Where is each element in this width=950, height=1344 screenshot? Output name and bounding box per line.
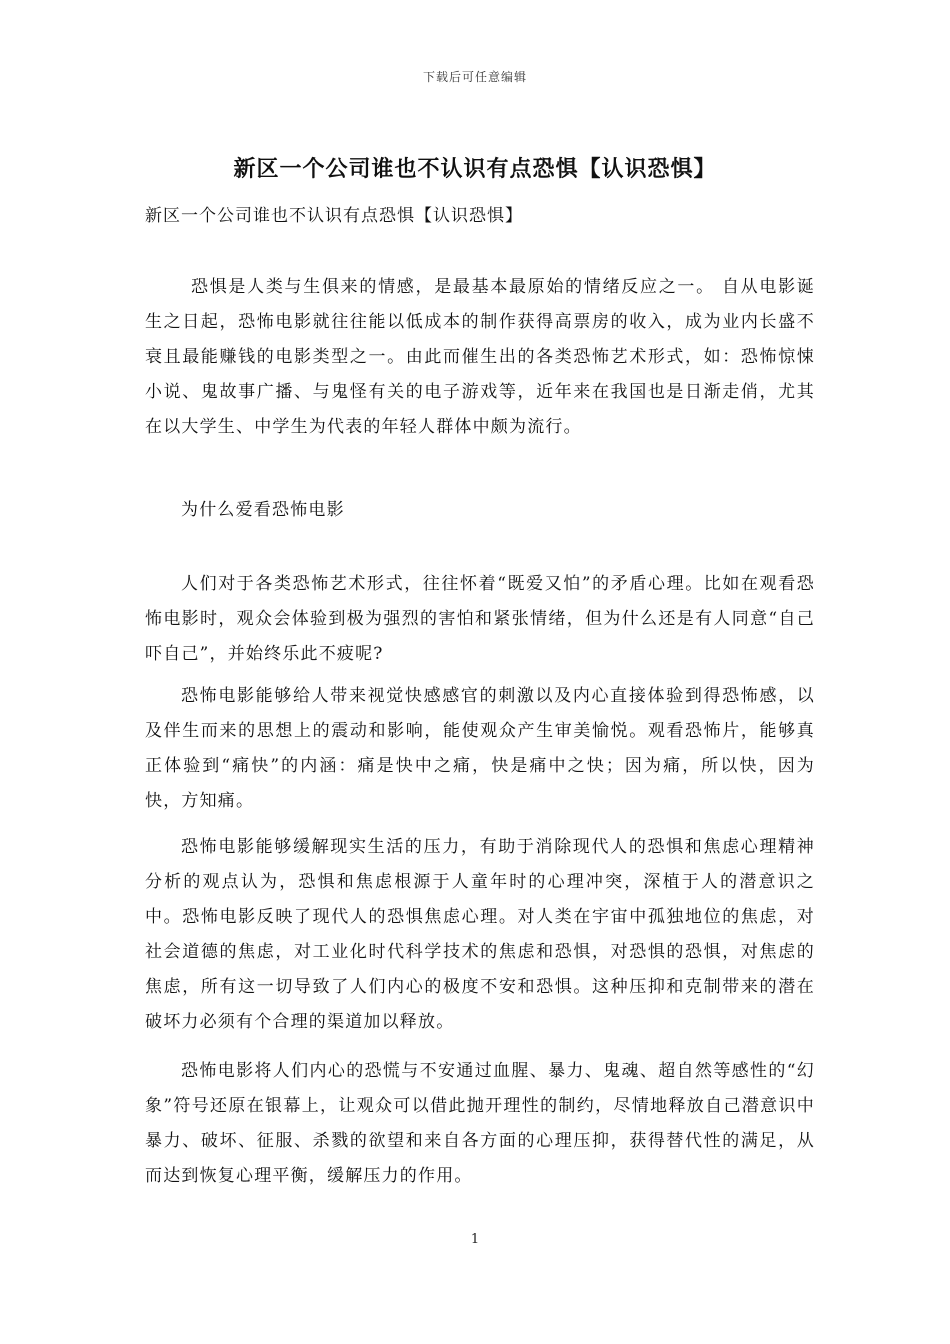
paragraph-intro: 恐惧是人类与生俱来的情感，是最基本最原始的情绪反应之一。 自从电影诞生之日起，恐怖电影就往往能以低成本的制作获得高票房的收入，成为业内长盛不衰且最能赚钱的电影类型之一。由此而催生出的各类恐怖艺术形式，如：恐怖惊悚小说、鬼故事广播、与鬼怪有关的电子游戏等，近年来在我国也是日渐走俏，尤其在以大学生、中学生为代表的年轻人群体中颇为流行。 <box>145 277 815 437</box>
page-title: 新区一个公司谁也不认识有点恐惧【认识恐惧】 <box>233 156 717 182</box>
page-number: 1 <box>470 1232 480 1247</box>
paragraph-aesthetic: 恐怖电影能够给人带来视觉快感感官的刺激以及内心直接体验到得恐怖感，以及伴生而来的思想上的震动和影响，能使观众产生审美愉悦。观看恐怖片，能够真正体验到“痛快”的内涵：痛是快中之痛，快是痛中之快；因为痛，所以快，因为快，方知痛。 <box>145 686 815 811</box>
header-note: 下载后可任意编辑 <box>422 70 527 84</box>
paragraph-pressure: 恐怖电影能够缓解现实生活的压力，有助于消除现代人的恐惧和焦虑心理精神分析的观点认为，恐惧和焦虑根源于人童年时的心理冲突，深植于人的潜意识之中。恐怖电影反映了现代人的恐惧焦虑心理。对人类在宇宙中孤独地位的焦虑，对社会道德的焦虑，对工业化时代科学技术的焦虑和恐惧，对恐惧的恐惧，对焦虑的焦虑，所有这一切导致了人们内心的极度不安和恐惧。这种压抑和克制带来的潜在破坏力必须有个合理的渠道加以释放。 <box>145 837 815 1032</box>
page-subtitle: 新区一个公司谁也不认识有点恐惧【认识恐惧】 <box>145 206 523 226</box>
paragraph-release: 恐怖电影将人们内心的恐慌与不安通过血腥、暴力、鬼魂、超自然等感性的“幻象”符号还原在银幕上，让观众可以借此抛开理性的制约，尽情地释放自己潜意识中暴力、破坏、征服、杀戮的欲望和来自各方面的心理压抑，获得替代性的满足，从而达到恢复心理平衡，缓解压力的作用。 <box>145 1061 815 1186</box>
section-heading: 为什么爱看恐怖电影 <box>181 500 345 520</box>
paragraph-contradiction: 人们对于各类恐怖艺术形式，往往怀着“既爱又怕”的矛盾心理。比如在观看恐怖电影时，观众会体验到极为强烈的害怕和紧张情绪，但为什么还是有人同意“自己吓自己”，并始终乐此不疲呢? <box>145 574 815 664</box>
